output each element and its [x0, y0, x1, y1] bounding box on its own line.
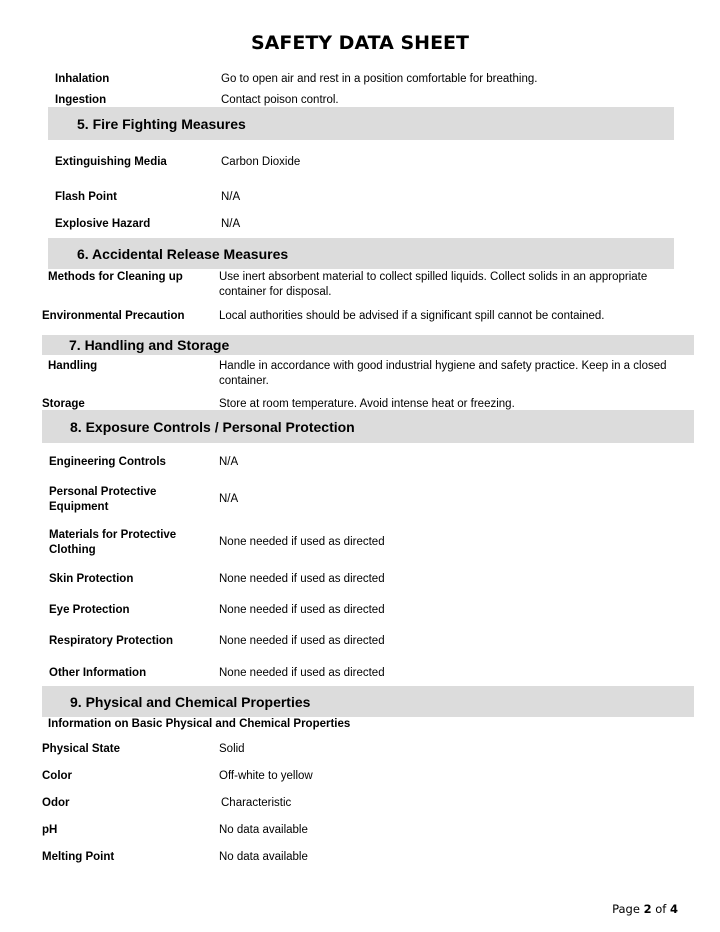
- ppe-value: N/A: [219, 493, 239, 505]
- explosive-hazard-value: N/A: [221, 218, 241, 230]
- ingestion-value: Contact poison control.: [221, 94, 339, 106]
- page-number: [612, 902, 678, 916]
- section-5-header: [48, 107, 674, 140]
- current-page: 2: [643, 902, 652, 916]
- other-information-label: Other Information: [49, 667, 147, 679]
- inhalation-label: Inhalation: [55, 73, 110, 85]
- color-value: Off-white to yellow: [219, 770, 313, 782]
- section-7-title: 7. Handling and Storage: [69, 337, 230, 353]
- eye-protection-value: None needed if used as directed: [219, 604, 385, 616]
- engineering-controls-label: Engineering Controls: [49, 456, 166, 468]
- melting-point-label: Melting Point: [42, 851, 115, 863]
- section-8-title: 8. Exposure Controls / Personal Protection: [70, 418, 355, 435]
- explosive-hazard-label: Explosive Hazard: [55, 218, 151, 230]
- storage-label: Storage: [42, 398, 85, 410]
- melting-point-value: No data available: [219, 851, 308, 863]
- ph-value: No data available: [219, 824, 308, 836]
- physical-state-value: Solid: [219, 743, 245, 755]
- flash-point-value: N/A: [221, 191, 241, 203]
- total-pages: 4: [669, 902, 678, 916]
- section-9-header: [42, 686, 694, 717]
- environmental-precaution-label: Environmental Precaution: [42, 310, 185, 322]
- ph-label: pH: [42, 824, 58, 836]
- color-label: Color: [42, 770, 73, 782]
- extinguishing-media-value: Carbon Dioxide: [221, 156, 301, 168]
- odor-label: Odor: [42, 797, 70, 809]
- eye-protection-label: Eye Protection: [49, 604, 130, 616]
- flash-point-label: Flash Point: [55, 191, 117, 203]
- document-title: SAFETY DATA SHEET: [251, 32, 469, 54]
- physical-state-label: Physical State: [42, 743, 120, 755]
- ppe-label: Personal Protective Equipment: [49, 486, 157, 513]
- respiratory-protection-value: None needed if used as directed: [219, 635, 385, 647]
- section-9-title: 9. Physical and Chemical Properties: [70, 693, 311, 710]
- cleaning-methods-value: Use inert absorbent material to collect spilled liquids. Collect solids in an appropriate container for disposal.: [219, 271, 648, 298]
- section-5-title: 5. Fire Fighting Measures: [77, 115, 246, 132]
- ingestion-label: Ingestion: [55, 94, 107, 106]
- inhalation-value: Go to open air and rest in a position comfortable for breathing.: [221, 73, 538, 85]
- engineering-controls-value: N/A: [219, 456, 239, 468]
- extinguishing-media-label: Extinguishing Media: [55, 156, 167, 168]
- skin-protection-value: None needed if used as directed: [219, 573, 385, 585]
- handling-label: Handling: [48, 360, 98, 372]
- protective-clothing-value: None needed if used as directed: [219, 536, 385, 548]
- cleaning-methods-label: Methods for Cleaning up: [48, 271, 183, 283]
- section-6-title: 6. Accidental Release Measures: [77, 245, 289, 262]
- handling-value: Handle in accordance with good industrial hygiene and safety practice. Keep in a closed container.: [219, 360, 667, 387]
- of-word: of: [655, 902, 667, 916]
- section-8-header: [42, 410, 694, 443]
- other-information-value: None needed if used as directed: [219, 667, 385, 679]
- odor-value: Characteristic: [221, 797, 292, 809]
- storage-value: Store at room temperature. Avoid intense heat or freezing.: [219, 398, 515, 410]
- protective-clothing-label: Materials for Protective Clothing: [49, 529, 177, 556]
- environmental-precaution-value: Local authorities should be advised if a significant spill cannot be contained.: [219, 310, 605, 322]
- basic-properties-subheading: Information on Basic Physical and Chemical Properties: [48, 718, 351, 730]
- skin-protection-label: Skin Protection: [49, 573, 134, 585]
- page-word: Page: [612, 902, 640, 916]
- section-6-header: [48, 238, 674, 269]
- respiratory-protection-label: Respiratory Protection: [49, 635, 173, 647]
- section-7-header: [42, 335, 694, 355]
